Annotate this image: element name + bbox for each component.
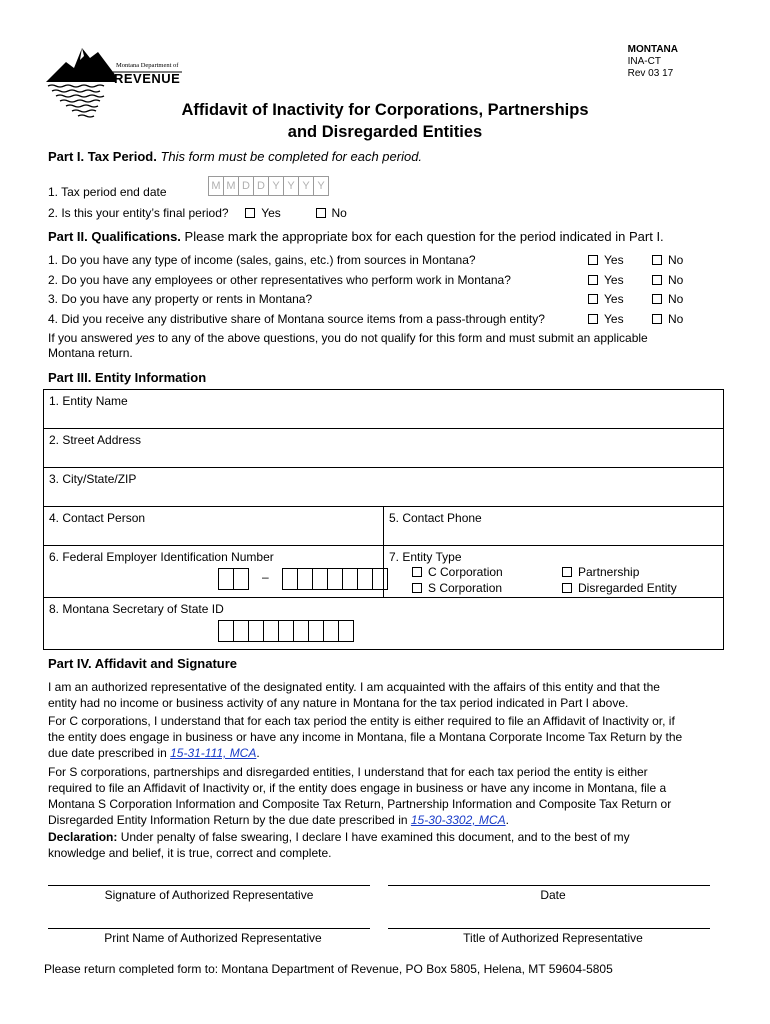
- digit-box: [294, 620, 309, 642]
- digit-box: [282, 568, 298, 590]
- final-period-row: 2. Is this your entity’s final period? Yes No: [48, 206, 347, 220]
- fein-input[interactable]: –: [218, 568, 388, 593]
- date-digit-box: D: [254, 176, 269, 196]
- q4-no[interactable]: No: [652, 312, 683, 327]
- qualification-question: 1. Do you have any type of income (sales, gains, etc.) from sources in Montana? Yes No: [48, 253, 684, 267]
- date-digit-box: Y: [299, 176, 314, 196]
- digit-box: [343, 568, 358, 590]
- affidavit-paragraph-2: For C corporations, I understand that for each tax period the entity is either required to file an Affidavit of Inactivity or, if the entity does engage in business or have any income in Montana, file a Montana Corporate Income Tax Return by the due date prescribed in 15-31-111, MCA.: [48, 714, 683, 760]
- title-label: Title of Authorized Representative: [463, 931, 643, 945]
- contact-row: [44, 507, 723, 546]
- entity-type-partnership[interactable]: Partnership: [562, 565, 639, 579]
- entity-type-s-corp[interactable]: S Corporation: [412, 581, 502, 595]
- digit-box: [309, 620, 324, 642]
- qualification-question: 2. Do you have any employees or other representatives who perform work in Montana? Yes No: [48, 273, 684, 287]
- digit-box: [328, 568, 343, 590]
- signature-label: Signature of Authorized Representative: [104, 888, 314, 902]
- date-digit-box: D: [239, 176, 254, 196]
- part3-heading: Part III. Entity Information: [48, 370, 207, 385]
- sos-id-field: 8. Montana Secretary of State ID: [44, 598, 723, 649]
- part2-subheading: Please mark the appropriate box for each question for the period indicated in Part I.: [184, 229, 664, 244]
- affidavit-paragraph-3: For S corporations, partnerships and disregarded entities, I understand that for each tax period the entity is either required to file an Affidavit of Inactivity or, if the entity does engage in business or have any income in Montana, file a Montana S Corporation Information and Composite Tax Return, Partnership Information and Composite Tax Return or Disregarded Entity Information Return by the due date prescribed in 15-30-3302, MCA.: [48, 765, 672, 827]
- street-address-field[interactable]: 2. Street Address: [44, 429, 723, 468]
- date-line[interactable]: [388, 885, 710, 886]
- digit-box: [249, 620, 264, 642]
- state-label: MONTANA: [627, 44, 678, 55]
- digit-box: [339, 620, 354, 642]
- part1-subheading: This form must be completed for each period.: [160, 149, 423, 164]
- part4-heading: Part IV. Affidavit and Signature: [48, 656, 238, 671]
- digit-box: [358, 568, 373, 590]
- date-digit-box: Y: [269, 176, 284, 196]
- qualification-question: 4. Did you receive any distributive share of Montana source items from a pass-through entity? Yes No: [48, 312, 684, 326]
- final-period-no-checkbox[interactable]: [316, 208, 326, 218]
- print-name-label: Print Name of Authorized Representative: [104, 931, 322, 945]
- part2-note: If you answered yes to any of the above questions, you do not qualify for this form and must submit an applicable: [48, 331, 648, 345]
- entity-name-field[interactable]: 1. Entity Name: [44, 390, 723, 429]
- digit-box: [218, 620, 234, 642]
- contact-phone-field[interactable]: 5. Contact Phone: [389, 511, 482, 525]
- q2-no[interactable]: No: [652, 273, 683, 288]
- fein-type-row: [44, 546, 723, 598]
- page-title: [0, 99, 770, 143]
- q1-no[interactable]: No: [652, 253, 683, 268]
- date-digit-box: M: [208, 176, 224, 196]
- date-digit-box: Y: [314, 176, 329, 196]
- date-digit-box: Y: [284, 176, 299, 196]
- date-digit-box: M: [224, 176, 239, 196]
- fein-cell: 6. Federal Employer Identification Number –: [44, 546, 384, 597]
- digit-box: [298, 568, 313, 590]
- return-address: Please return completed form to: Montana Department of Revenue, PO Box 5805, Helena, MT 59604-5805: [44, 962, 613, 976]
- part1-heading: Part I. Tax Period. This form must be completed for each period.: [48, 149, 423, 164]
- digit-box: [218, 568, 234, 590]
- affidavit-paragraph-1: I am an authorized representative of the designated entity. I am acquainted with the affairs of this entity and that the entity had no income or business activity of any nature in Montana for the tax period indicated in Part I above.: [48, 680, 660, 710]
- city-state-zip-field[interactable]: 3. City/State/ZIP: [44, 468, 723, 507]
- final-period-yes-checkbox[interactable]: [245, 208, 255, 218]
- declaration: Declaration: Under penalty of false swearing, I declare I have examined this document, and to the best of my knowledge and belief, it is true, correct and complete.: [48, 830, 630, 860]
- digit-box: [234, 568, 249, 590]
- digit-box: [234, 620, 249, 642]
- form-number: INA-CT: [627, 56, 661, 67]
- sos-id-input[interactable]: [218, 620, 354, 645]
- form-id-block: [628, 44, 678, 80]
- q3-yes[interactable]: Yes: [588, 292, 624, 307]
- digit-box: [279, 620, 294, 642]
- date-label: Date: [540, 888, 566, 902]
- digit-box: [313, 568, 328, 590]
- revision: Rev 03 17: [627, 68, 674, 79]
- q4-yes[interactable]: Yes: [588, 312, 624, 327]
- mca-15-31-111-link[interactable]: 15-31-111, MCA: [170, 746, 257, 760]
- signature-line[interactable]: [48, 885, 370, 886]
- logo-name: REVENUE: [114, 71, 181, 86]
- contact-person-field[interactable]: 4. Contact Person: [44, 507, 384, 545]
- entity-info-grid: [43, 389, 724, 650]
- entity-type-disregarded[interactable]: Disregarded Entity: [562, 581, 677, 595]
- part2-heading: Part II. Qualifications. Please mark the appropriate box for each question for the period indicated in Part I.: [48, 229, 664, 244]
- entity-type-c-corp[interactable]: C Corporation: [412, 565, 503, 579]
- title-line-1: Affidavit of Inactivity for Corporations, Partnerships: [181, 101, 589, 119]
- print-name-line[interactable]: [48, 928, 370, 929]
- qualification-question: 3. Do you have any property or rents in Montana? Yes No: [48, 292, 684, 306]
- q2-yes[interactable]: Yes: [588, 273, 624, 288]
- part2-note-line2: Montana return.: [48, 346, 133, 360]
- logo-dept-line: Montana Department of: [116, 62, 179, 69]
- mca-15-30-3302-link[interactable]: 15-30-3302, MCA: [410, 813, 506, 827]
- title-line-2: and Disregarded Entities: [287, 123, 483, 141]
- tax-period-date-input[interactable]: [208, 176, 329, 196]
- entity-type-cell: 7. Entity Type C Corporation Partnership S Corporation Disregarded Entity: [389, 550, 677, 595]
- digit-box: [264, 620, 279, 642]
- title-line[interactable]: [388, 928, 710, 929]
- q1-yes[interactable]: Yes: [588, 253, 624, 268]
- digit-box: [324, 620, 339, 642]
- q3-no[interactable]: No: [652, 292, 683, 307]
- tax-period-label: 1. Tax period end date: [48, 185, 167, 199]
